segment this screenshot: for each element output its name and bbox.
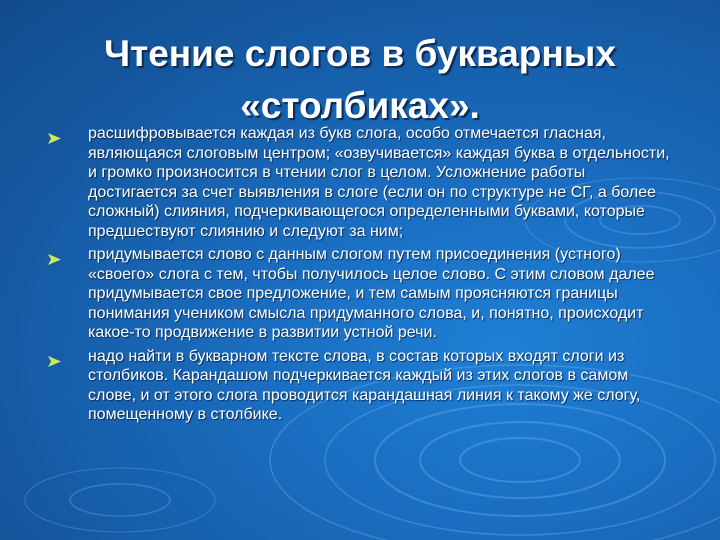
bullet-list bbox=[48, 124, 678, 429]
bullet-item bbox=[48, 124, 678, 241]
bullet-text: надо найти в букварном тексте слова, в состав которых входят слоги из столбиков. Карандашом подчеркивается каждый из этих слогов в самом слове, и от этого слога проводится карандашная линия к такому же слогу, помещенному в столбике. bbox=[88, 347, 641, 423]
bullet-text: расшифровывается каждая из букв слога, особо отмечается гласная, являющаяся слоговым центром; «озвучивается» каждая буква в отдельности, и громко произносится в чтении слог в целом. Усложнение работы достигается за счет выявления в слоге (если он по структуре не СГ, а более сложный) слияния, подчеркивающегося определенными буквами, которые предшествуют слиянию и следуют за ним; bbox=[88, 125, 670, 240]
title-line-1: Чтение слогов в букварных bbox=[104, 33, 616, 74]
arrow-bullet-icon bbox=[48, 347, 88, 372]
slide-title bbox=[40, 28, 680, 132]
arrow-bullet-icon bbox=[48, 124, 88, 149]
bullet-item bbox=[48, 347, 678, 425]
title-line-2: «столбиках». bbox=[240, 85, 480, 126]
arrow-bullet-icon bbox=[48, 245, 88, 270]
bullet-text: придумывается слово с данным слогом путем присоединения (устного) «своего» слога с тем, чтобы получилось целое слово. С этим словом далее придумывается свое предложение, и тем самым проясняются границы понимания учеником смысла придуманного слова, и, понятно, происходит какое-то продвижение в развитии устной речи. bbox=[88, 246, 655, 341]
bullet-item bbox=[48, 245, 678, 343]
